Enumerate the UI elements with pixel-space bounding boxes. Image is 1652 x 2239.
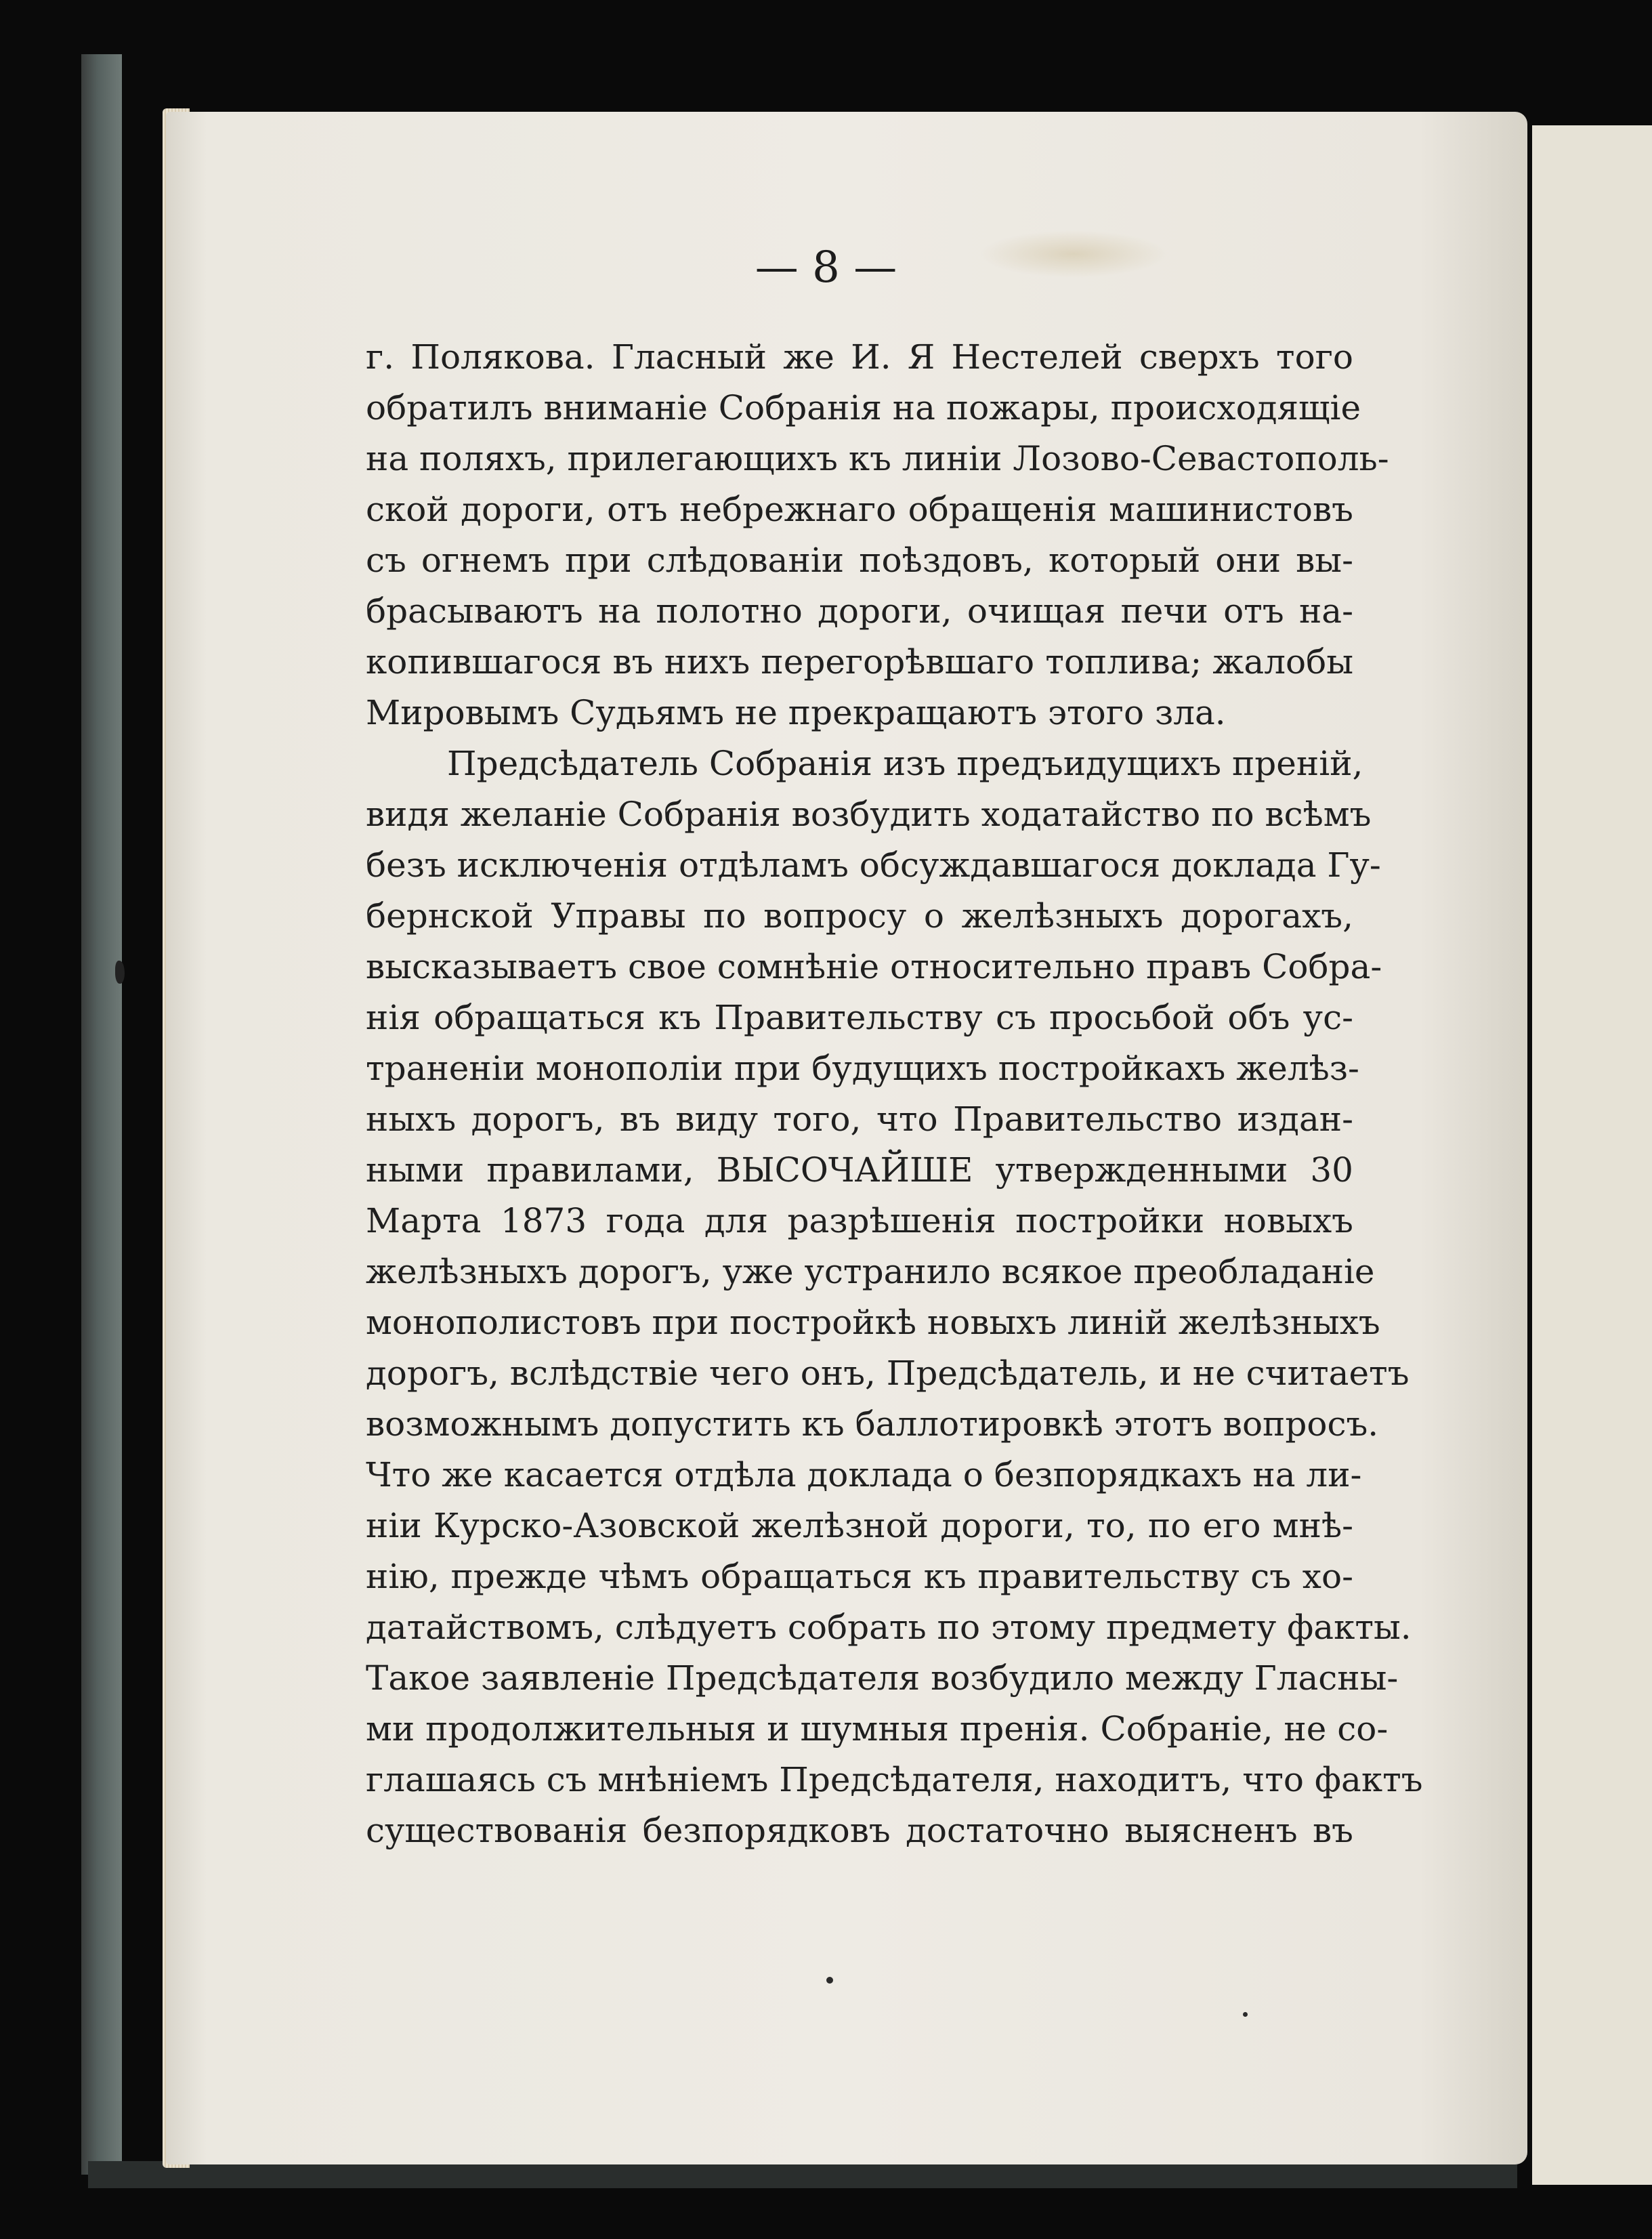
text-line: ской дороги, отъ небрежнаго обращенія машинистовъ xyxy=(366,490,1353,529)
text-line: брасываютъ на полотно дороги, очищая печи отъ на- xyxy=(366,591,1353,631)
text-line: копившагося въ нихъ перегорѣвшаго топлива; жалобы xyxy=(366,642,1353,682)
book-spine-edge xyxy=(81,54,122,2175)
text-line: желѣзныхъ дорогъ, уже устранило всякое преобладаніе xyxy=(366,1252,1375,1291)
text-line: безъ исключенія отдѣламъ обсуждавшагося доклада Гу- xyxy=(366,845,1381,885)
text-line: бернской Управы по вопросу о желѣзныхъ дорогахъ, xyxy=(366,896,1353,936)
text-line: ми продолжительныя и шумныя пренія. Собраніе, не со- xyxy=(366,1709,1389,1749)
book-cover-bottom xyxy=(88,2161,1517,2188)
text-line: нію, прежде чѣмъ обращаться къ правительству съ хо- xyxy=(366,1557,1353,1596)
text-line: видя желаніе Собранія возбудить ходатайство по всѣмъ xyxy=(366,795,1372,834)
text-line: нія обращаться къ Правительству съ просьбой объ ус- xyxy=(366,998,1353,1037)
text-line: высказываетъ свое сомнѣніе относительно правъ Собра- xyxy=(366,947,1382,986)
paper-speck xyxy=(826,1977,833,1984)
text-line: съ огнемъ при слѣдованіи поѣздовъ, который они вы- xyxy=(366,541,1353,580)
text-line: монополистовъ при постройкѣ новыхъ линій желѣзныхъ xyxy=(366,1303,1380,1342)
text-line: глашаясь съ мнѣніемъ Предсѣдателя, находитъ, что фактъ xyxy=(366,1760,1423,1799)
text-line: Марта 1873 года для разрѣшенія постройки новыхъ xyxy=(366,1201,1353,1240)
body-text xyxy=(366,332,1423,1856)
adjacent-page-edge xyxy=(1532,125,1652,2185)
text-line: Мировымъ Судьямъ не прекращаютъ этого зла. xyxy=(366,693,1226,732)
paper-speck xyxy=(1243,2012,1248,2017)
text-line: возможнымъ допустить къ баллотировкѣ этотъ вопросъ. xyxy=(366,1404,1379,1444)
text-line: дорогъ, вслѣдствіе чего онъ, Предсѣдатель, и не считаетъ xyxy=(366,1354,1410,1393)
text-line: ными правилами, ВЫСОЧАЙШЕ утвержденными 30 xyxy=(366,1150,1353,1190)
text-line: Что же касается отдѣла доклада о безпорядкахъ на ли- xyxy=(366,1455,1362,1494)
ink-mark xyxy=(115,961,125,984)
text-line: Такое заявленіе Предсѣдателя возбудило между Гласны- xyxy=(366,1658,1399,1698)
text-line: обратилъ вниманіе Собранія на пожары, происходящіе xyxy=(366,388,1361,427)
text-line: на поляхъ, прилегающихъ къ линіи Лозово-Севастополь- xyxy=(366,439,1389,478)
text-line: ныхъ дорогъ, въ виду того, что Правительство издан- xyxy=(366,1100,1353,1139)
text-line: ніи Курско-Азовской желѣзной дороги, то, по его мнѣ- xyxy=(366,1506,1353,1545)
paragraph-start-line: Предсѣдатель Собранія изъ предъидущихъ преній, xyxy=(447,744,1363,783)
page-number: — 8 — xyxy=(755,243,897,293)
text-line: траненіи монополіи при будущихъ постройкахъ желѣз- xyxy=(366,1049,1359,1088)
text-line: существованія безпорядковъ достаточно выясненъ въ xyxy=(366,1811,1353,1850)
text-line: г. Полякова. Гласный же И. Я Нестелей сверхъ того xyxy=(366,337,1353,377)
text-line: датайствомъ, слѣдуетъ собрать по этому предмету факты. xyxy=(366,1608,1412,1647)
